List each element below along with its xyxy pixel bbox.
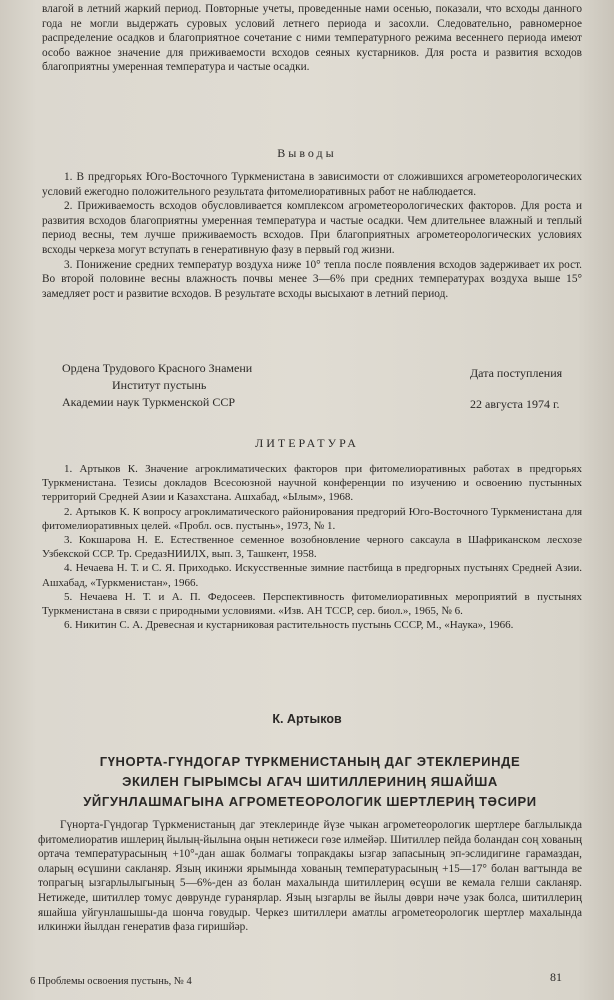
affiliation-line-1: Ордена Трудового Красного Знамени (62, 361, 253, 375)
received-date: 22 августа 1974 г. (470, 397, 560, 411)
received-label: Дата поступления (470, 366, 563, 380)
affiliation-line-2: Институт пустынь (112, 378, 207, 392)
summary-title-line-1: ГҮНОРТА-ГҮНДОГАР ТҮРКМЕНИСТАНЫҢ ДАГ ЭТЕКЛЕРИНДЕ (99, 754, 521, 769)
conclusions-heading: Выводы (277, 146, 337, 160)
conclusion-item: 3. Понижение средних температур воздуха ниже 10° тепла после появления всходов задерживает их рост. Во второй половине весны влажность почвы менее 3—6% при средних температурах воздуха выше 15° замедляет рост и развитие всходов. В результате всходы высыхают в летний период. (42, 258, 582, 300)
summary-text: Гүнорта-Гүндогар Түркменистаның даг этеклеринде йүзе чыкан агрометеорологик шертлере баглылыкда фитомелиоратив ишлериң йылың-йылына оңын нетижеси гөзе илмейәр. Шитиллер пейда боландан соң хованың ортача температурасының +10°-дан ашак болмагы топракдакы ызгар запасының эп-эслидигине гарамаздан, оларың өсүшини сакланяр. Язың икинжи ярымында хованың температурасының +15—17° болан вагтында ве топрагың ызгарлылыгының 5—6%-ден аз болан махалында шитиллериң өсүши ве кемала гелши сакланяр. Нетижеде, шитиллер томус дөврунде гуранярлар. Язың ызгарлы ве йылы дөври нәче узак болса, шитиллериң яшайша уйгунлашышы-да шонча говудыр. Черкез шитиллери аматлы агрометеорологик шертлер махалында илкинжи йылдан генератив фаза гиришйәр. (38, 819, 582, 934)
summary-title-line-2: ЭКИЛЕН ГЫРЫМСЫ АГАЧ ШИТИЛЛЕРИНИҢ ЯШАЙША (122, 774, 498, 789)
intro-paragraph (42, 2, 582, 75)
reference-item: 2. Артыков К. К вопросу агроклиматического районирования предгорий Юго-Восточного Туркменистана для фитомелиоративных целей. «Пробл. осв. пустынь», 1973, № 1. (42, 505, 582, 532)
page-number: 81 (550, 970, 562, 984)
reference-item: 4. Нечаева Н. Т. и С. Я. Приходько. Искусственные зимние пастбища в предгорных пустынях Средней Азии. Ашхабад, «Туркменистан», 1966. (42, 562, 582, 589)
affiliation-line-3: Академии наук Туркменской ССР (62, 395, 236, 409)
reference-item: 3. Кокшарова Н. Е. Естественное семенное возобновление черного саксаула в Шафриканском лесхозе Узбекской ССР. Тр. СредазНИИЛХ, вып. 3, Ташкент, 1958. (42, 534, 582, 561)
affiliation-block (62, 360, 252, 411)
reference-item: 5. Нечаева Н. Т. и А. П. Федосеев. Перспективность фитомелиоративных мероприятий в пустынях Туркменистана в связи с природными условиями. «Изв. АН ТССР, сер. биол.», 1965, № 6. (42, 590, 582, 618)
reference-item: 6. Никитин С. А. Древесная и кустарниковая растительность пустынь СССР, М., «Наука», 1966. (64, 619, 514, 632)
summary-author: К. Артыков (272, 712, 342, 726)
summary-body (38, 818, 582, 935)
reference-item: 1. Артыков К. Значение агроклиматических факторов при фитомелиоративных работах в предгорьях Туркменистана. Тезисы докладов Всесоюзной научной конференции по изучению и освоению пустынных территорий Средней Азии и Казахстана. Ашхабад, «Ылым», 1968. (42, 463, 582, 504)
summary-title (60, 752, 560, 812)
journal-footer: 6 Проблемы освоения пустынь, № 4 (30, 976, 192, 987)
conclusion-item: 1. В предгорьях Юго-Восточного Туркменистана в зависимости от сложившихся агрометеорологических условий ежегодно положительного результата фитомелиоративных работ не наблюдается. (42, 171, 582, 198)
intro-paragraph-text: влагой в летний жаркий период. Повторные учеты, проведенные нами осенью, показали, что всходы данного года не могли выдержать суровых условий летнего периода и засохли. Следовательно, равномерное распределение осадков и благоприятное сочетание с ними температурного режима весеннего периода имеют особо важное значение для приживаемости всходов сеяных кустарников. Для роста и развития всходов благоприятны умеренная температура и частые осадки. (42, 3, 582, 74)
literature-heading: ЛИТЕРАТУРА (255, 436, 359, 450)
literature-list (42, 462, 582, 632)
conclusions-list (42, 170, 582, 301)
conclusion-item: 2. Приживаемость всходов обусловливается комплексом агрометеорологических факторов. Для роста и развития всходов благоприятны умеренная температура и частые осадки. Чем длительнее влажный и теплый период весны, тем лучше приживаемость всходов. При благоприятных агрометеорологических условиях всходы черкеза могут вступать в генеративную фазу в первый год жизни. (42, 200, 582, 256)
summary-title-line-3: УЙГУНЛАШМАГЫНА АГРОМЕТЕОРОЛОГИК ШЕРТЛЕРИҢ ТӘСИРИ (83, 794, 537, 809)
